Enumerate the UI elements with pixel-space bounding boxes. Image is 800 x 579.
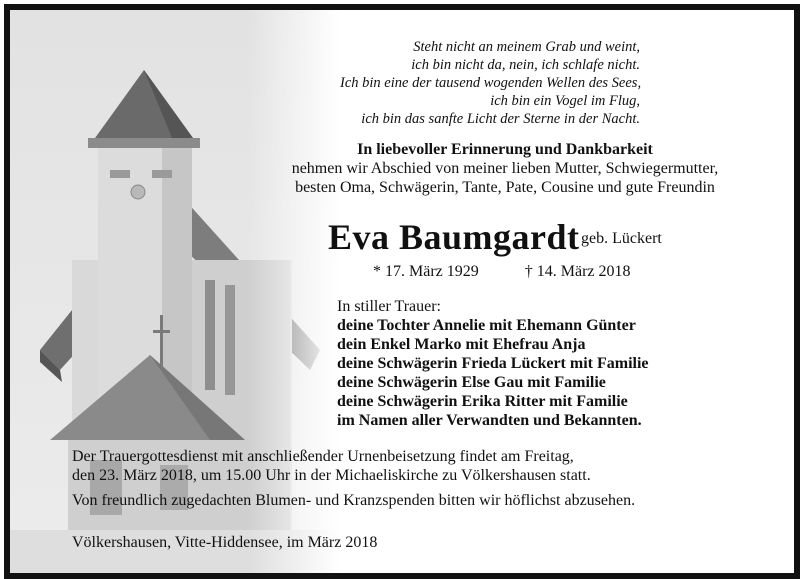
intro-line: nehmen wir Abschied von meiner lieben Mutter, Schwiegermutter, [291, 160, 719, 177]
mourners-intro: In stiller Trauer: [337, 298, 441, 315]
notice-line: den 23. März 2018, um 15.00 Uhr in der Michaeliskirche zu Völkershausen statt. [72, 467, 591, 484]
poem-line: ich bin ein Vogel im Flug, [490, 93, 640, 109]
mourner-line: im Namen aller Verwandten und Bekannten. [337, 412, 642, 429]
notice-line: Von freundlich zugedachten Blumen- und Kranzspenden bitten wir höflichst abzusehen. [72, 492, 636, 509]
obituary-frame [4, 4, 800, 579]
intro-block [205, 140, 800, 197]
poem-line: ich bin das sanfte Licht der Sterne in der Nacht. [361, 111, 640, 127]
poem-line: Steht nicht an meinem Grab und weint, [413, 39, 640, 55]
mourner-line: deine Tochter Annelie mit Ehemann Günter [337, 317, 636, 334]
mourners-block [337, 297, 649, 430]
deceased-name: Eva Baumgardt [328, 217, 580, 257]
notice-line: Der Trauergottesdienst mit anschließender Urnenbeisetzung findet am Freitag, [72, 448, 574, 465]
mourner-line: deine Schwägerin Erika Ritter mit Familie [337, 393, 628, 410]
life-dates [373, 263, 631, 281]
mourner-line: dein Enkel Marko mit Ehefrau Anja [337, 336, 586, 353]
funeral-notice [72, 447, 635, 510]
mourner-line: deine Schwägerin Else Gau mit Familie [337, 374, 606, 391]
intro-heading: In liebevoller Erinnerung und Dankbarkeit [357, 141, 653, 158]
mourner-line: deine Schwägerin Frieda Lückert mit Familie [337, 355, 649, 372]
poem-line: ich bin nicht da, nein, ich schlafe nicht. [411, 57, 640, 73]
birth-date: * 17. März 1929 [373, 263, 479, 280]
birth-name: geb. Lückert [581, 230, 662, 247]
intro-line: besten Oma, Schwägerin, Tante, Pate, Cousine und gute Freundin [295, 179, 715, 196]
place-date: Völkershausen, Vitte-Hiddensee, im März 2018 [72, 534, 378, 551]
death-date: † 14. März 2018 [524, 263, 631, 280]
poem [340, 38, 640, 128]
poem-line: Ich bin eine der tausend wogenden Wellen des Sees, [340, 75, 642, 91]
